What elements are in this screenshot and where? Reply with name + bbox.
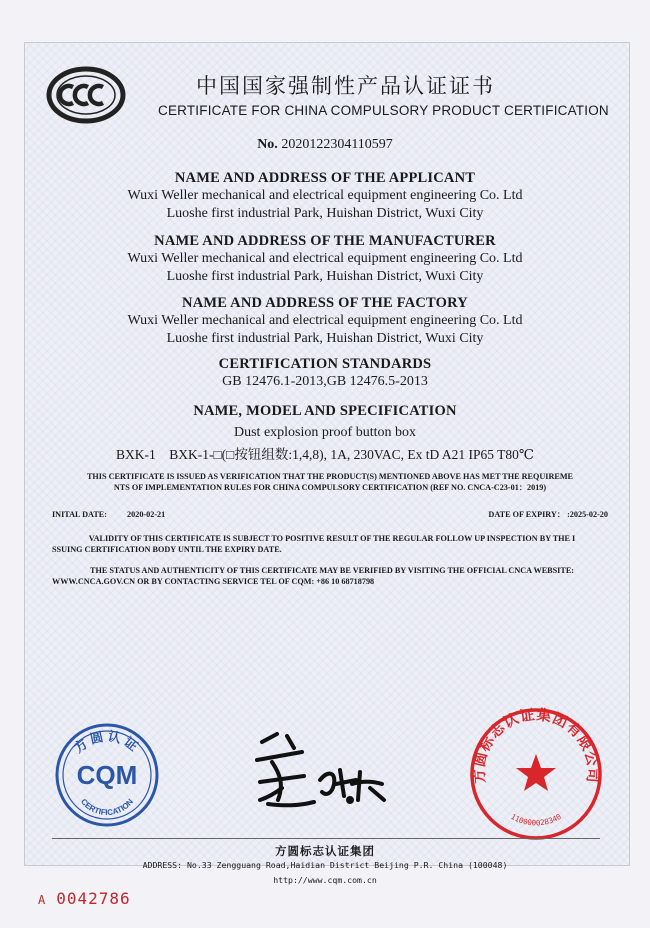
verification-line1: THE STATUS AND AUTHENTICITY OF THIS CERTIFICATE MAY BE VERIFIED BY VISITING THE OFFICIAL CNCA WEBSITE: (89, 566, 575, 575)
applicant-name: Wuxi Weller mechanical and electrical equipment engineering Co. Ltd (127, 188, 523, 203)
initial-date-value: 2020-02-21 (127, 510, 166, 519)
certificate-number-value: 2020122304110597 (281, 137, 393, 152)
expiry-date-value: :2025-02-20 (567, 510, 608, 519)
cqm-seal-center-text: CQM (76, 760, 138, 790)
serial-value: 0042786 (56, 889, 131, 908)
manufacturer-section (0, 233, 650, 286)
company-seal-ring-text: 方圆标志认证集团有限公司 (471, 707, 601, 785)
applicant-heading: NAME AND ADDRESS OF THE APPLICANT (174, 170, 476, 186)
product-model: BXK-1 BXK-1-□(□按钮组数:1,4,8), 1A, 230VAC, Ex tD A21 IP65 T80℃ (116, 447, 534, 462)
product-section (0, 403, 650, 464)
serial-number (38, 889, 131, 908)
verification-statement (52, 565, 612, 587)
manufacturer-heading: NAME AND ADDRESS OF THE MANUFACTURER (154, 233, 496, 249)
footer-org-name: 方圆标志认证集团 (275, 844, 375, 858)
factory-section (0, 295, 650, 348)
cqm-seal (52, 720, 162, 830)
factory-address: Luoshe first industrial Park, Huishan District, Wuxi City (166, 331, 484, 346)
title-english: CERTIFICATE FOR CHINA COMPULSORY PRODUCT CERTIFICATION (158, 103, 609, 118)
manufacturer-name: Wuxi Weller mechanical and electrical equipment engineering Co. Ltd (127, 251, 523, 266)
cqm-seal-top-text: 方圆认证 (71, 729, 143, 757)
signature (232, 722, 412, 814)
footer-website: http://www.cqm.com.cn (273, 875, 377, 885)
initial-date-label: INITAL DATE: (52, 510, 107, 519)
applicant-section (0, 170, 650, 223)
standards-heading: CERTIFICATION STANDARDS (218, 356, 432, 372)
expiry-date (488, 509, 608, 520)
validity-statement (52, 533, 612, 555)
serial-prefix: A (38, 893, 47, 907)
expiry-date-label: DATE OF EXPIRY： (488, 510, 566, 519)
title-chinese: 中国国家强制性产品认证证书 (196, 74, 495, 98)
ccc-logo (46, 66, 126, 124)
issuance-statement-line1: THIS CERTIFICATE IS ISSUED AS VERIFICATION THAT THE PRODUCT(S) MENTIONED ABOVE HAS MET THE REQUIREME (86, 472, 574, 481)
applicant-address: Luoshe first industrial Park, Huishan District, Wuxi City (166, 206, 484, 221)
product-heading: NAME, MODEL AND SPECIFICATION (193, 403, 457, 419)
company-seal (462, 700, 610, 848)
validity-line1: VALIDITY OF THIS CERTIFICATE IS SUBJECT TO POSITIVE RESULT OF THE REGULAR FOLLOW UP INSPECTION BY THE I (88, 534, 576, 543)
product-name: Dust explosion proof button box (234, 425, 416, 440)
svg-text:110000028340 (509, 812, 563, 828)
factory-heading: NAME AND ADDRESS OF THE FACTORY (182, 295, 468, 311)
star-icon (516, 754, 556, 791)
validity-line2: SSUING CERTIFICATION BODY UNTIL THE EXPIRY DATE. (52, 545, 282, 554)
certificate-number (0, 137, 650, 153)
initial-date (52, 509, 165, 520)
issuance-statement-line2: NTS OF IMPLEMENTATION RULES FOR CHINA COMPULSORY CERTIFICATION (REF NO. CNCA-C23-01：2019) (113, 483, 547, 492)
company-seal-number: 110000028340 (509, 811, 563, 828)
cqm-seal-bottom-text: CERTIFICATION (78, 797, 136, 818)
standards-section (0, 356, 650, 391)
footer-address: ADDRESS: No.33 Zengguang Road,Haidian District Beijing P.R. China (100048) (142, 860, 508, 870)
verification-line2: WWW.CNCA.GOV.CN OR BY CONTACTING SERVICE TEL OF CQM: +86 10 68718798 (52, 577, 375, 586)
manufacturer-address: Luoshe first industrial Park, Huishan District, Wuxi City (166, 269, 484, 284)
footer-divider (52, 838, 600, 839)
factory-name: Wuxi Weller mechanical and electrical equipment engineering Co. Ltd (127, 313, 523, 328)
issuance-statement (60, 471, 600, 493)
standards-value: GB 12476.1-2013,GB 12476.5-2013 (222, 374, 428, 389)
certificate-number-label: No. (257, 137, 278, 152)
